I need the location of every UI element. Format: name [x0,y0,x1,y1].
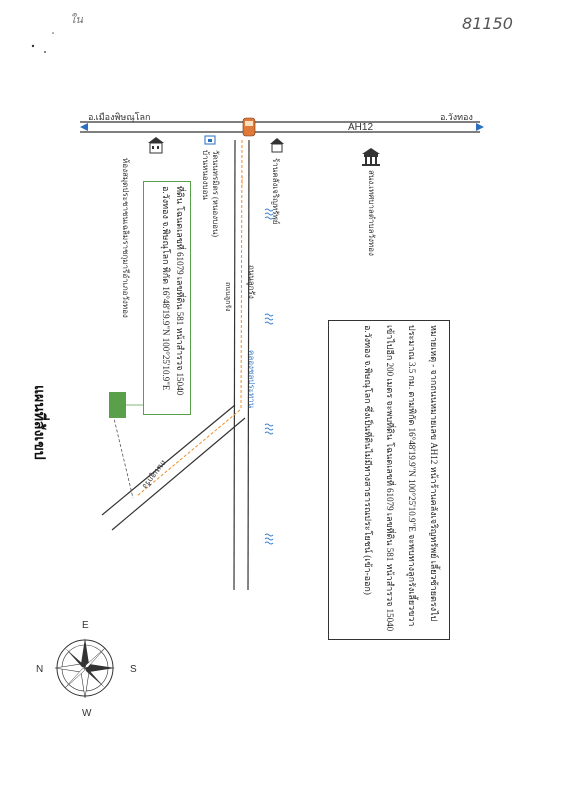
arrow-left-icon [80,123,88,131]
municipal-office-label: สนง.เทศบาลตำบลวังทอง [367,170,376,256]
note-box [328,320,450,640]
shop-store-label: ร้านคลังเจริญทรัพย์ [271,158,280,225]
diagonal-road-line-2 [112,418,245,530]
land-plot-marker [109,392,126,418]
plot-pointer-line [112,410,133,498]
building-icon [148,137,164,153]
compass-e-label: E [82,620,89,631]
library-label: ห้องสมุดประชาชนเฉลิมราชกุมารีอำเภอวังทอง [121,158,130,318]
shop-icon [205,136,215,144]
land-info-text [144,182,188,412]
arrow-right-icon [476,123,484,131]
main-road-label: AH12 [348,122,374,133]
local-road-line [234,140,235,590]
path-mark-label: ~~~ [238,176,244,186]
stamp-mark: ใน [70,13,83,26]
compass-n-label: N [36,664,44,675]
local-road-label-2: ถนนลูกรัง [224,282,232,312]
note-text: หมายเหตุ - จากถนนหมายเลข AH12 หน้าร้านคลังเจริญทรัพย์ เลี้ยวซ้ายตรงไปประมาณ 3.5 กม. ตามพิกัด 16°48'19.9"N 100°25'10.9"E จะพบทางลูกรังเลี้ยวขวาเข้าไปอีก 200 เมตร จะพบที่ดิน โฉนดเลขที่ 61079 เลขที่ดิน 581 หน้าสำรวจ 15040 อ.วังทอง จ.พิษณุโลก ซึ่งเป็นที่ดินไม่มีทางสาธารณประโยชน์ (เข้า-ออก) [363,325,439,632]
mark-dot [52,32,54,34]
mark-dot [32,45,34,47]
temple-village-label: วัดนนทรมิตร (หนองบอน) บ้านหนองบอน [201,150,220,238]
local-road-label: ถนนลูกรัง [247,265,256,299]
car-icon [243,118,255,136]
diagonal-road-label: ถนนลูกรัง [140,458,169,491]
reference-number: 81150 [462,14,513,33]
mark-dot [44,51,46,53]
canal-label: คลองชลประทาน [247,350,256,409]
house-icon [270,138,284,152]
land-info-line-1: ที่ดิน โฉนดเลขที่ 61079 เลขที่ดิน 581 หน้าสำรวจ 15040 [175,186,185,396]
land-info-line-2: อ.วังทอง จ.พิษณุโลก พิกัด 16°48'19.9"N 100°25'10.9"E [161,186,171,391]
compass-icon [55,638,115,698]
diagonal-road-line [102,405,235,515]
direction-left-label: อ.เมืองพิษณุโลก [88,112,151,122]
direction-right-label: อ.วังทอง [440,112,473,122]
compass-s-label: S [130,664,137,675]
water-icon [265,209,273,544]
land-info-box [143,181,191,415]
map-title: แผนที่สังเขป [31,385,46,460]
compass-w-label: W [82,708,92,719]
temple-icon [362,148,380,166]
